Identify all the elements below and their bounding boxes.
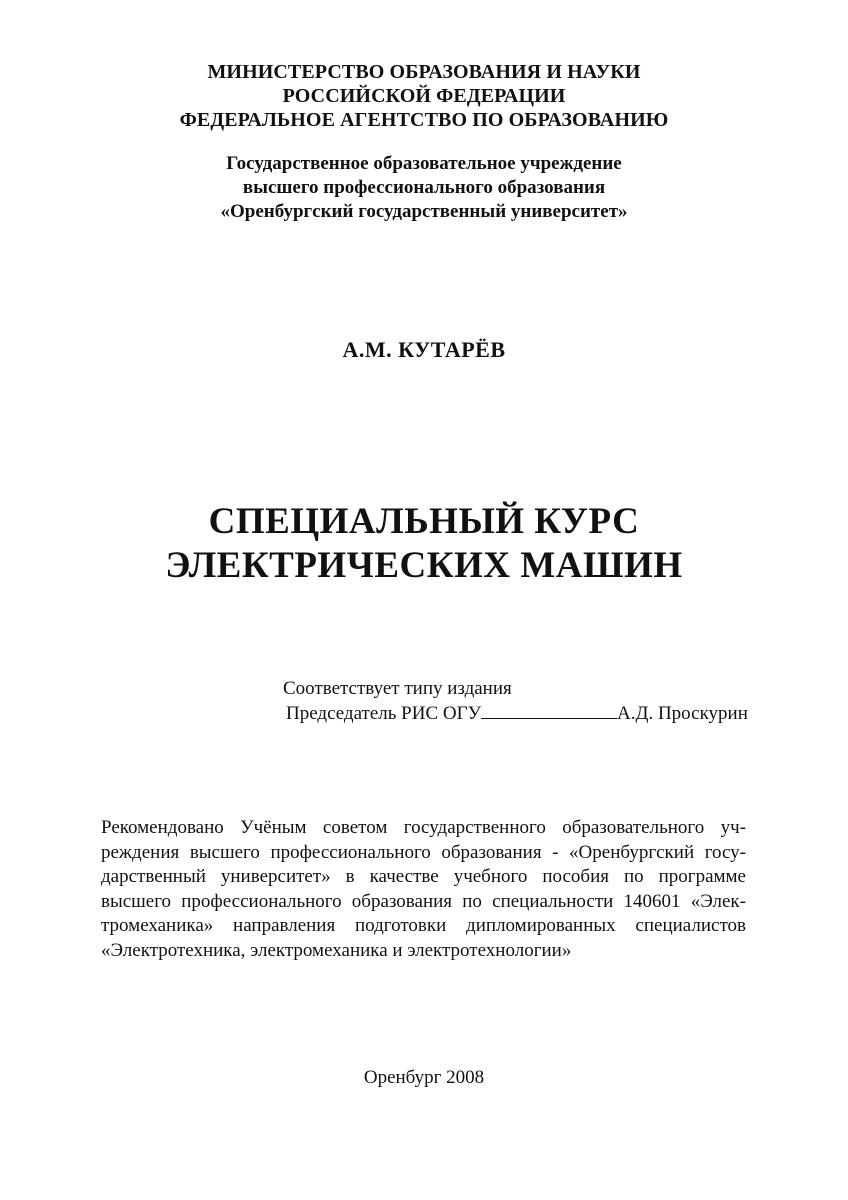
approval-line-1: Соответствует типу издания: [283, 678, 512, 699]
ministry-header: [0, 60, 848, 132]
signature-line: [481, 701, 617, 719]
approval-chair-name: А.Д. Проскурин: [617, 703, 748, 724]
approval-block: [283, 676, 748, 726]
author-name: А.М. КУТАРЁВ: [342, 337, 506, 362]
institution-line-3: «Оренбургский государственный университет»: [220, 201, 628, 222]
recommendation-paragraph: Рекомендовано Учёным советом государственного образовательного учреждения высшего профессионального образования - «Оренбургский государственный университет» в качестве учебного пособия по программе высшего профессионального образования по специальности 140601 «Электромеханика» направления подготовки дипломированных специалистов «Электротехника, электромеханика и электротехнологии»: [101, 817, 746, 961]
approval-chair-label: Председатель РИС ОГУ: [286, 703, 482, 724]
ministry-line-3: ФЕДЕРАЛЬНОЕ АГЕНТСТВО ПО ОБРАЗОВАНИЮ: [179, 109, 669, 131]
book-title: [0, 500, 848, 588]
approval-line-2: [283, 701, 748, 726]
book-title-line-1: СПЕЦИАЛЬНЫЙ КУРС: [208, 501, 640, 542]
ministry-line-1: МИНИСТЕРСТВО ОБРАЗОВАНИЯ И НАУКИ: [207, 61, 641, 83]
institution-line-1: Государственное образовательное учреждение: [226, 153, 622, 174]
institution-header: [0, 152, 848, 224]
institution-line-2: высшего профессионального образования: [242, 177, 606, 198]
city-year: Оренбург 2008: [363, 1067, 485, 1088]
book-title-line-2: ЭЛЕКТРИЧЕСКИХ МАШИН: [165, 545, 683, 586]
ministry-line-2: РОССИЙСКОЙ ФЕДЕРАЦИИ: [282, 85, 566, 107]
